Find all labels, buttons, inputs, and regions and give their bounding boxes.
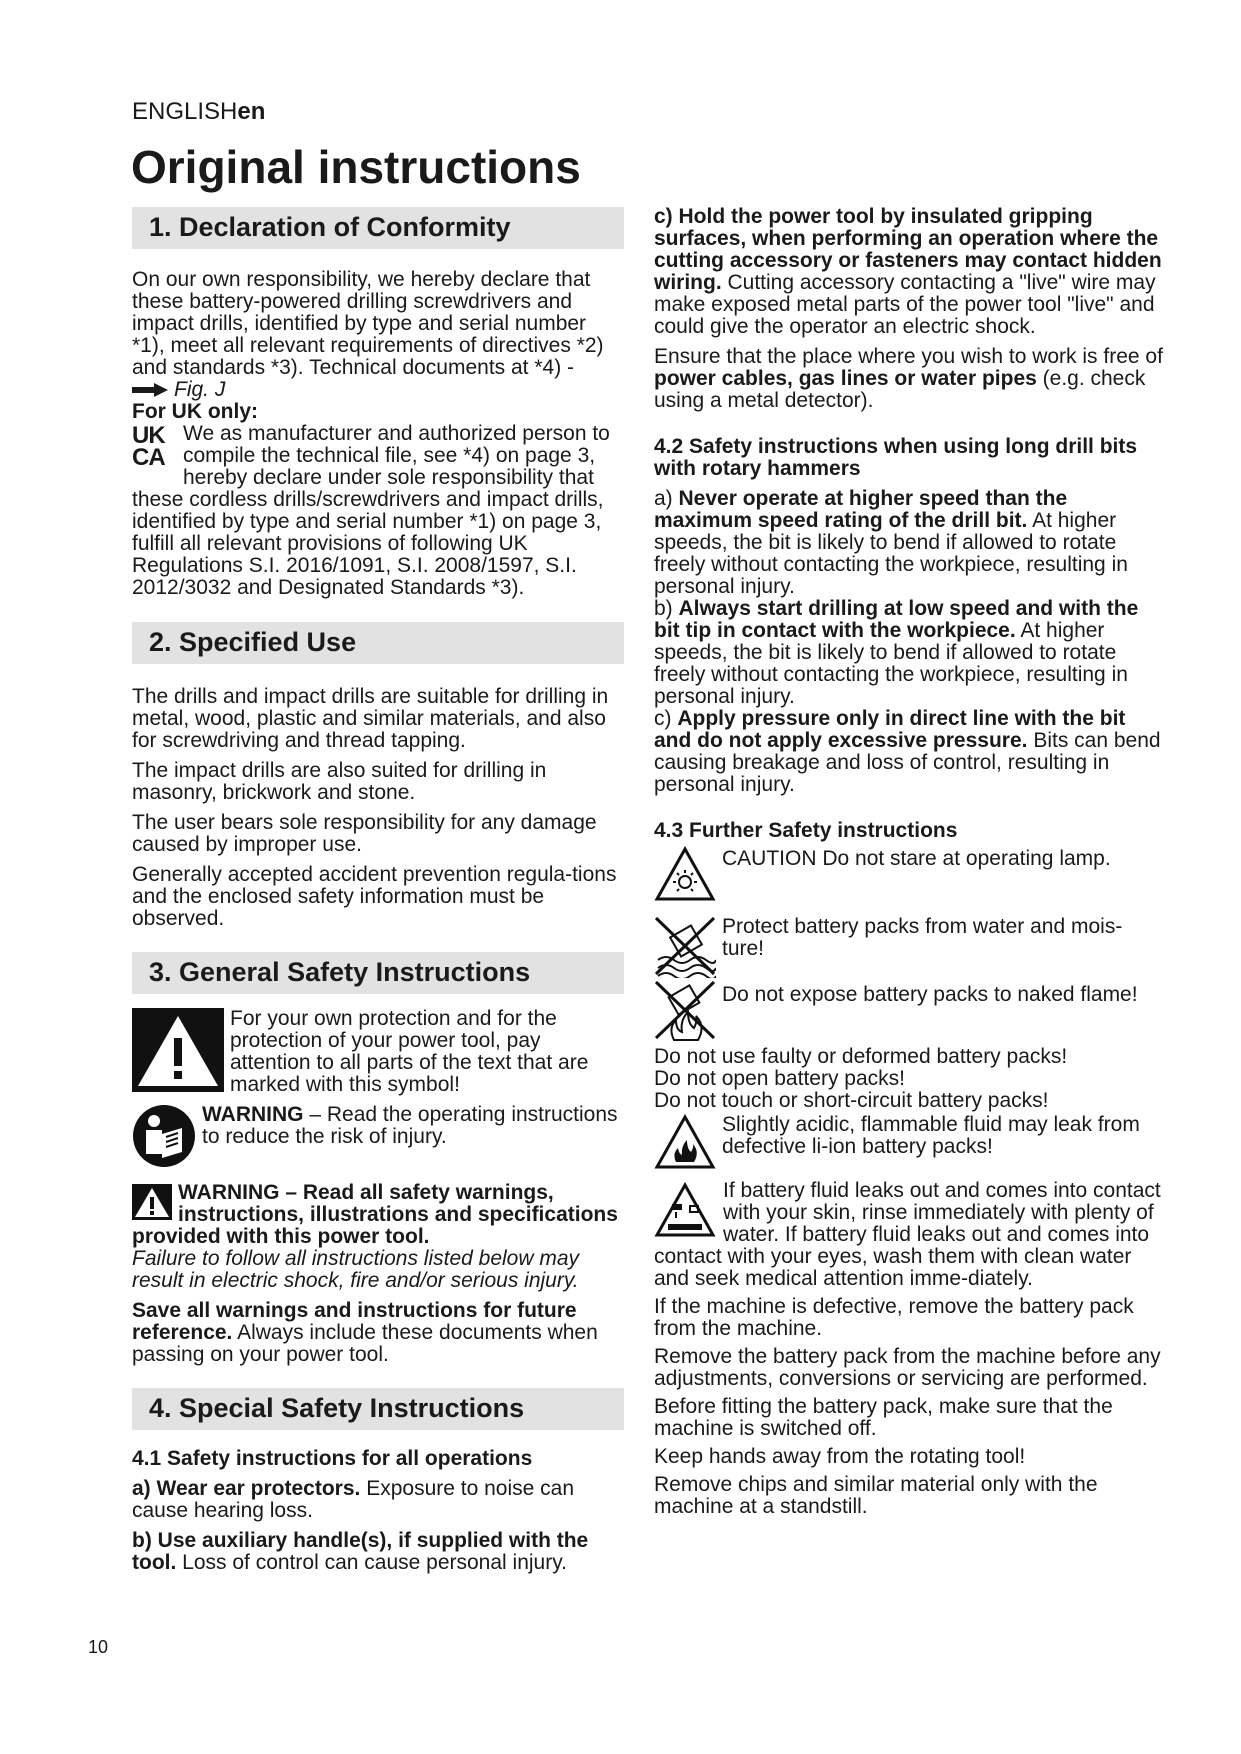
flammable-fluid <box>654 1114 1164 1170</box>
flammable-warning-icon <box>654 1114 716 1170</box>
right-column <box>654 206 1164 1518</box>
corrosive-warning-icon <box>654 1182 716 1238</box>
read-manual-text: WARNING – Read the operating instructions to reduce the risk of injury. <box>202 1103 618 1148</box>
remove-before-adjust: Remove the battery pack from the machine before any adjustments, conversions or servicing are performed. <box>654 1345 1161 1390</box>
battery-fluid-leak-text: If battery fluid leaks out and comes into contact with your skin, rinse immediately with plenty of water. If battery fluid leaks out and comes into contact with your eyes, wash them with clean water and seek medical attention imme-diately. <box>654 1179 1161 1290</box>
long-bits-item-a: a) Never operate at higher speed than the maximum speed rating of the drill bit. At higher speeds, the bit is likely to bend if allowed to rotate freely without contacting the workpiece, resulting in personal injury. <box>654 487 1128 598</box>
no-water-icon <box>654 916 716 978</box>
read-manual-warning <box>132 1104 624 1168</box>
section-4-heading: 4. Special Safety Instructions <box>132 1388 624 1430</box>
no-short-circuit: Do not touch or short-circuit battery packs! <box>654 1089 1049 1112</box>
defective-machine: If the machine is defective, remove the battery pack from the machine. <box>654 1295 1134 1340</box>
warning-triangle-icon <box>132 1008 224 1092</box>
figure-reference: Fig. J <box>132 379 624 401</box>
arrow-right-icon <box>132 383 168 397</box>
keep-hands-away: Keep hands away from the rotating tool! <box>654 1445 1026 1468</box>
specified-use-p4: Generally accepted accident prevention regula-tions and the enclosed safety information must be observed. <box>132 863 617 930</box>
section-2-heading: 2. Specified Use <box>132 622 624 664</box>
no-flame <box>654 980 1164 1042</box>
section-1-heading: 1. Declaration of Conformity <box>132 207 624 249</box>
long-bits-item-c: c) Apply pressure only in direct line with the bit and do not apply excessive pressure. Bits can bend causing breakage and loss of control, resulting in personal injury. <box>654 707 1161 796</box>
subsection-4-1: 4.1 Safety instructions for all operations <box>132 1447 533 1470</box>
no-flame-icon <box>654 980 716 1042</box>
no-flame-text: Do not expose battery packs to naked flame! <box>722 983 1138 1006</box>
read-all-warnings-italic: Failure to follow all instructions listed below may result in electric shock, fire and/or serious injury. <box>132 1247 580 1292</box>
read-all-warnings-bold: WARNING – Read all safety warnings, instructions, illustrations and specifications provided with this power tool. <box>132 1181 618 1248</box>
specified-use-p1: The drills and impact drills are suitable for drilling in metal, wood, plastic and similar materials, and also for screwdriving and thread tapping. <box>132 685 609 752</box>
read-manual-icon <box>132 1104 196 1168</box>
uk-only-heading: For UK only: <box>132 400 258 423</box>
lamp-warning-icon <box>654 846 716 902</box>
item-a-ear-protectors: a) Wear ear protectors. Exposure to noise can cause hearing loss. <box>132 1477 575 1522</box>
specified-use-p2: The impact drills are also suited for drilling in masonry, brickwork and stone. <box>132 759 547 804</box>
remove-chips: Remove chips and similar material only with the machine at a standstill. <box>654 1473 1098 1518</box>
no-faulty-packs: Do not use faulty or deformed battery packs! <box>654 1045 1068 1068</box>
caution-lamp-text: CAUTION Do not stare at operating lamp. <box>722 847 1111 870</box>
no-open-packs: Do not open battery packs! <box>654 1067 905 1090</box>
save-instructions: Save all warnings and instructions for future reference. Always include these documents when passing on your power tool. <box>132 1299 598 1366</box>
uk-declaration <box>132 423 624 599</box>
long-bits-item-b: b) Always start drilling at low speed and with the bit tip in contact with the workpiece. At higher speeds, the bit is likely to bend if allowed to rotate freely without contacting the workpiece, resulting in personal injury. <box>654 597 1139 708</box>
ensure-free-of-cables: Ensure that the place where you wish to work is free of power cables, gas lines or water pipes (e.g. check using a metal detector). <box>654 345 1163 412</box>
battery-fluid-leak <box>654 1180 1164 1290</box>
subsection-4-2: 4.2 Safety instructions when using long drill bits with rotary hammers <box>654 435 1138 480</box>
page-number: 10 <box>88 1637 109 1657</box>
switch-off-before-fitting: Before fitting the battery pack, make sure that the machine is switched off. <box>654 1395 1113 1440</box>
item-b-auxiliary-handle: b) Use auxiliary handle(s), if supplied with the tool. Loss of control can cause personal injury. <box>132 1529 589 1574</box>
item-c-insulated-grip: c) Hold the power tool by insulated gripping surfaces, when performing an operation where the cutting accessory or fasteners may contact hidden wiring. Cutting accessory contacting a "live" wire may make exposed metal parts of the power tool "live" and could give the operator an electric shock. <box>654 205 1162 338</box>
warning-small-icon <box>132 1184 172 1220</box>
protect-water <box>654 916 1164 978</box>
declaration-paragraph: On our own responsibility, we hereby declare that these battery-powered drilling screwdrivers and impact drills, identified by type and serial number *1), meet all relevant requirements of directives *2) and standards *3). Technical documents at *4) - <box>132 268 604 379</box>
symbol-notice-text: For your own protection and for the protection of your power tool, pay attention to all parts of the text that are marked with this symbol! <box>230 1007 589 1096</box>
protect-water-text: Protect battery packs from water and mois-ture! <box>722 915 1123 960</box>
read-all-warnings <box>132 1182 624 1292</box>
symbol-notice <box>132 1008 624 1096</box>
uk-declaration-text: We as manufacturer and authorized person to compile the technical file, see *4) on page 3, hereby declare under sole responsibility that these cordless drills/screwdrivers and impact drills, identified by type and serial number *1) on page 3, fulfill all relevant provisions of following UK Regulations S.I. 2016/1091, S.I. 2008/1597, S.I. 2012/3032 and Designated Standards *3). <box>132 422 610 599</box>
page-title: Original instructions <box>131 141 581 193</box>
language-header: ENGLISHen <box>132 98 266 125</box>
specified-use-p3: The user bears sole responsibility for any damage caused by improper use. <box>132 811 597 856</box>
section-3-heading: 3. General Safety Instructions <box>132 952 624 994</box>
subsection-4-3: 4.3 Further Safety instructions <box>654 819 958 842</box>
flammable-fluid-text: Slightly acidic, flammable fluid may leak from defective li-ion battery packs! <box>722 1113 1140 1158</box>
ukca-mark-icon: UK CA <box>132 422 165 471</box>
caution-lamp <box>654 846 1164 902</box>
left-column <box>132 207 624 1574</box>
